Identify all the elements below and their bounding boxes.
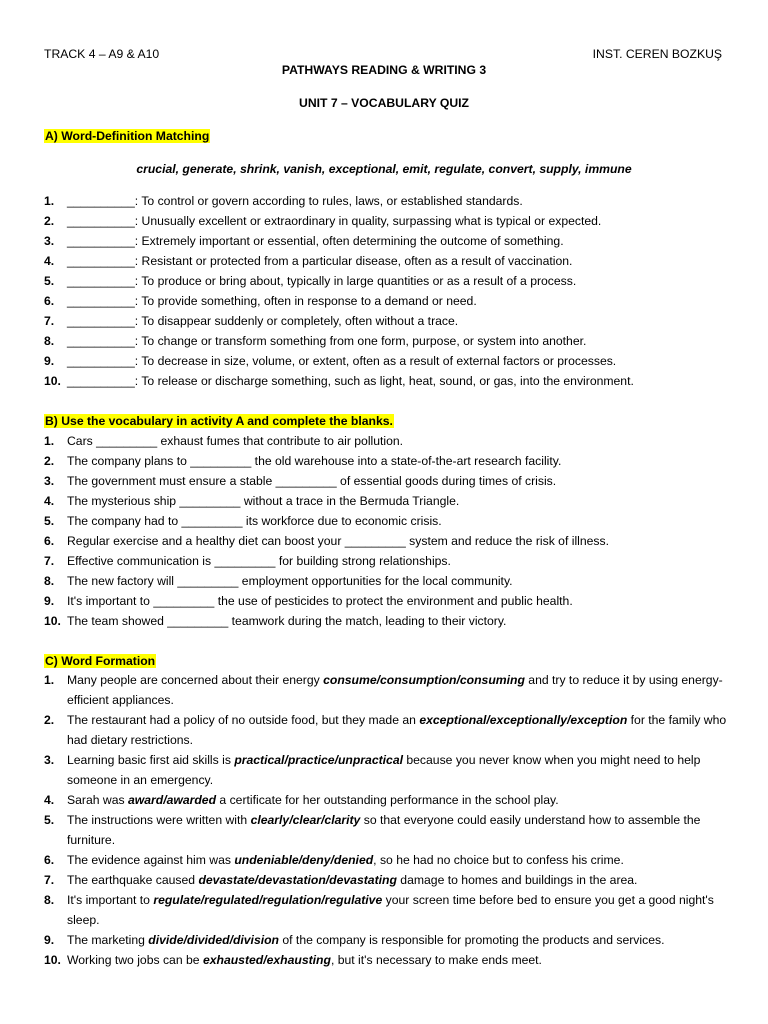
word-options: exceptional/exceptionally/exception	[419, 713, 628, 727]
section-a-heading	[44, 126, 210, 146]
section-b-heading	[44, 411, 394, 431]
item-text: The new factory will _________ employment opportunities for the local community.	[67, 574, 513, 588]
list-item	[44, 591, 734, 611]
list-item	[44, 531, 734, 551]
list-item	[44, 950, 734, 970]
item-text: __________: To decrease in size, volume, or extent, often as a result of external factors or processes.	[67, 354, 617, 368]
item-number: 8.	[44, 574, 55, 588]
item-number: 9.	[44, 354, 55, 368]
list-item	[44, 351, 734, 371]
list-item	[44, 870, 734, 890]
word-options: regulate/regulated/regulation/regulative	[153, 893, 383, 907]
item-text	[67, 850, 734, 870]
page-title: PATHWAYS READING & WRITING 3	[281, 63, 487, 77]
item-number: 5.	[44, 514, 55, 528]
instructor-label: INST. CEREN BOZKUŞ	[592, 47, 722, 61]
list-item	[44, 431, 734, 451]
item-number: 6.	[44, 294, 55, 308]
item-text-before: The instructions were written with	[67, 813, 251, 827]
item-text: The mysterious ship _________ without a trace in the Bermuda Triangle.	[67, 494, 460, 508]
word-bank: crucial, generate, shrink, vanish, exceptional, emit, regulate, convert, supply, immune	[136, 162, 632, 176]
word-options: undeniable/deny/denied	[234, 853, 374, 867]
item-number: 4.	[44, 494, 55, 508]
item-number: 3.	[44, 234, 55, 248]
item-number: 7.	[44, 554, 55, 568]
list-item	[44, 211, 734, 231]
item-number: 5.	[44, 813, 55, 827]
item-text: __________: To control or govern according to rules, laws, or established standards.	[67, 194, 523, 208]
word-options: consume/consumption/consuming	[323, 673, 525, 687]
section-b-list	[44, 431, 734, 631]
item-number: 8.	[44, 334, 55, 348]
item-text-after: for the family who had dietary restrictions.	[67, 713, 727, 747]
list-item	[44, 511, 734, 531]
item-text: __________: Unusually excellent or extraordinary in quality, surpassing what is typical or expected.	[67, 214, 602, 228]
item-number: 1.	[44, 194, 55, 208]
section-b-heading-text: B) Use the vocabulary in activity A and complete the blanks.	[45, 414, 393, 428]
list-item	[44, 191, 734, 211]
item-number: 10.	[44, 374, 61, 388]
item-text: __________: To change or transform something from one form, purpose, or system into another.	[67, 334, 587, 348]
item-number: 1.	[44, 673, 55, 687]
item-text-before: Learning basic first aid skills is	[67, 753, 235, 767]
list-item	[44, 810, 734, 850]
list-item	[44, 551, 734, 571]
item-number: 1.	[44, 434, 55, 448]
list-item	[44, 890, 734, 930]
item-text: The team showed _________ teamwork during the match, leading to their victory.	[67, 614, 507, 628]
list-item	[44, 571, 734, 591]
list-item	[44, 850, 734, 870]
item-text: Cars _________ exhaust fumes that contribute to air pollution.	[67, 434, 404, 448]
section-c-list	[44, 670, 734, 970]
list-item	[44, 271, 734, 291]
item-text-after: of the company is responsible for promoting the products and services.	[279, 933, 665, 947]
item-text-before: Working two jobs can be	[67, 953, 203, 967]
item-text: Regular exercise and a healthy diet can boost your _________ system and reduce the risk of illness.	[67, 534, 609, 548]
item-text: __________: To produce or bring about, typically in large quantities or as a result of a process.	[67, 274, 577, 288]
item-number: 5.	[44, 274, 55, 288]
item-number: 9.	[44, 594, 55, 608]
list-item	[44, 750, 734, 790]
section-c-heading	[44, 651, 156, 671]
list-item	[44, 471, 734, 491]
word-options: practical/practice/unpractical	[234, 753, 403, 767]
item-text	[67, 950, 734, 970]
list-item	[44, 930, 734, 950]
list-item	[44, 291, 734, 311]
item-text: It's important to _________ the use of pesticides to protect the environment and public health.	[67, 594, 573, 608]
item-text-after: , but it's necessary to make ends meet.	[330, 953, 542, 967]
item-number: 3.	[44, 753, 55, 767]
item-number: 7.	[44, 873, 55, 887]
list-item	[44, 231, 734, 251]
item-text-before: The marketing	[67, 933, 149, 947]
item-number: 10.	[44, 953, 61, 967]
item-number: 6.	[44, 534, 55, 548]
item-number: 7.	[44, 314, 55, 328]
item-text-after: so that everyone could easily understand how to assemble the furniture.	[67, 813, 701, 847]
item-text: __________: To disappear suddenly or completely, often without a trace.	[67, 314, 459, 328]
item-text	[67, 790, 734, 810]
item-text: __________: Resistant or protected from a particular disease, often as a result of vaccination.	[67, 254, 573, 268]
item-number: 8.	[44, 893, 55, 907]
item-text	[67, 870, 734, 890]
list-item	[44, 611, 734, 631]
list-item	[44, 251, 734, 271]
word-options: award/awarded	[127, 793, 217, 807]
item-number: 4.	[44, 254, 55, 268]
item-text	[67, 810, 734, 850]
list-item	[44, 331, 734, 351]
item-text-before: It's important to	[67, 893, 154, 907]
list-item	[44, 371, 734, 391]
item-text-after: damage to homes and buildings in the area.	[396, 873, 638, 887]
item-text: The company plans to _________ the old warehouse into a state-of-the-art research facility.	[67, 454, 562, 468]
item-text-after: your screen time before bed to ensure you get a good night's sleep.	[67, 893, 714, 927]
word-options: divide/divided/division	[148, 933, 279, 947]
item-number: 2.	[44, 713, 55, 727]
word-options: clearly/clear/clarity	[250, 813, 361, 827]
item-number: 9.	[44, 933, 55, 947]
list-item	[44, 710, 734, 750]
list-item	[44, 790, 734, 810]
item-text: Effective communication is _________ for building strong relationships.	[67, 554, 451, 568]
page-subtitle: UNIT 7 – VOCABULARY QUIZ	[299, 96, 469, 110]
item-number: 6.	[44, 853, 55, 867]
item-text-after: and try to reduce it by using energy-efficient appliances.	[67, 673, 723, 707]
list-item	[44, 311, 734, 331]
list-item	[44, 491, 734, 511]
item-text: The company had to _________ its workforce due to economic crisis.	[67, 514, 442, 528]
list-item	[44, 670, 734, 710]
item-text: __________: To provide something, often in response to a demand or need.	[67, 294, 477, 308]
item-text: The government must ensure a stable _________ of essential goods during times of crisis.	[67, 474, 557, 488]
section-a-list	[44, 191, 734, 391]
item-text-after: because you never know when you might need to help someone in an emergency.	[67, 753, 701, 787]
item-number: 10.	[44, 614, 61, 628]
item-number: 2.	[44, 214, 55, 228]
item-text-after: a certificate for her outstanding performance in the school play.	[216, 793, 559, 807]
item-number: 4.	[44, 793, 55, 807]
word-options: devastate/devastation/devastating	[198, 873, 397, 887]
item-text-before: The restaurant had a policy of no outside food, but they made an	[67, 713, 420, 727]
list-item	[44, 451, 734, 471]
section-a-heading-text: A) Word-Definition Matching	[45, 129, 210, 143]
track-label: TRACK 4 – A9 & A10	[44, 47, 160, 61]
item-text	[67, 710, 734, 750]
item-number: 2.	[44, 454, 55, 468]
item-text	[67, 750, 734, 790]
item-number: 3.	[44, 474, 55, 488]
section-c-heading-text: C) Word Formation	[45, 654, 156, 668]
item-text-before: The evidence against him was	[67, 853, 235, 867]
item-text: __________: To release or discharge something, such as light, heat, sound, or gas, into the environment.	[67, 374, 634, 388]
item-text-before: Many people are concerned about their energy	[67, 673, 324, 687]
item-text	[67, 890, 734, 930]
item-text	[67, 930, 734, 950]
word-options: exhausted/exhausting	[202, 953, 331, 967]
item-text: __________: Extremely important or essential, often determining the outcome of something.	[67, 234, 564, 248]
item-text-before: The earthquake caused	[67, 873, 199, 887]
item-text-after: , so he had no choice but to confess his crime.	[373, 853, 624, 867]
item-text	[67, 670, 734, 710]
item-text-before: Sarah was	[67, 793, 128, 807]
